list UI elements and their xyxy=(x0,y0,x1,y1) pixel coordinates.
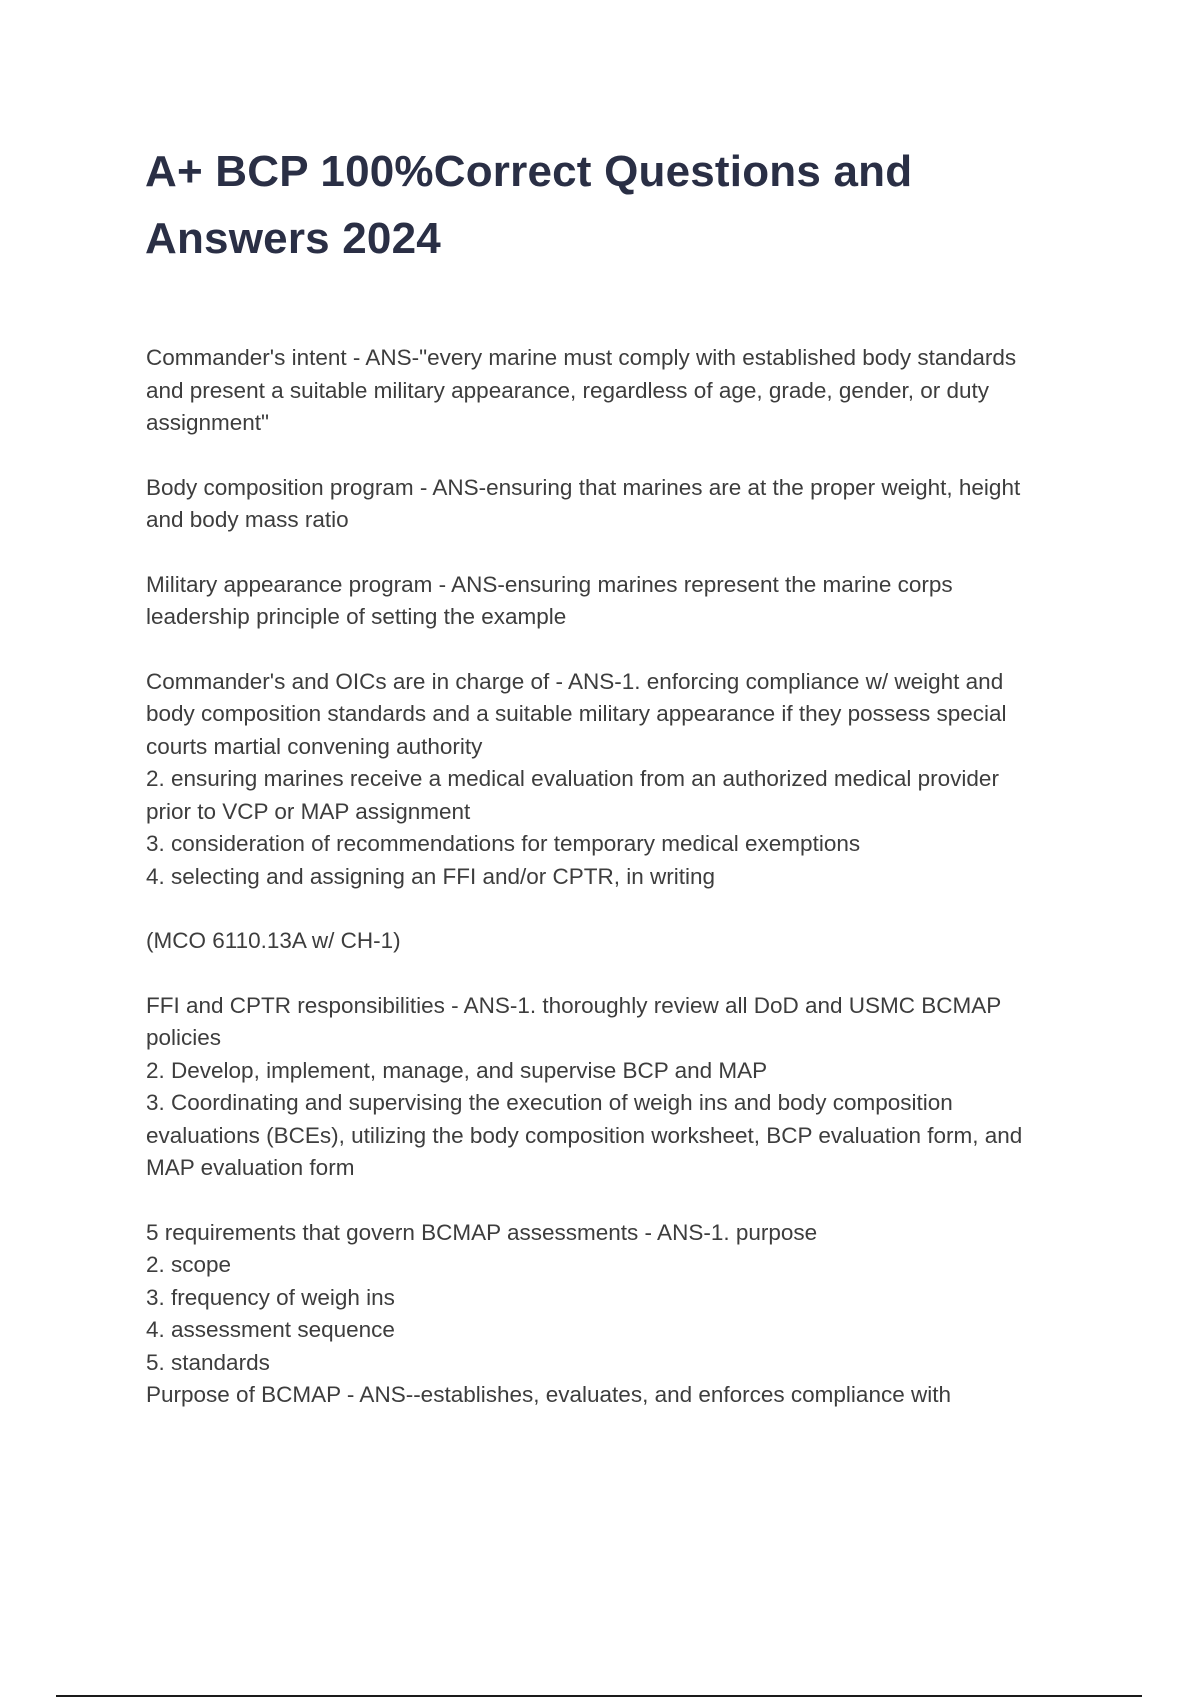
qa-body-composition-program xyxy=(146,472,1096,537)
text-line: 3. frequency of weigh ins xyxy=(146,1284,395,1310)
text-line: policies xyxy=(146,1025,222,1050)
text-line: leadership principle of setting the example xyxy=(146,604,567,629)
qa-commanders-oics-responsibilities xyxy=(146,666,1096,894)
text-line: 3. Coordinating and supervising the execution of weigh ins and body composition xyxy=(146,1090,953,1115)
text-line: 3. consideration of recommendations for temporary medical exemptions xyxy=(146,831,861,856)
text-line: evaluations (BCEs), utilizing the body composition worksheet, BCP evaluation form, and xyxy=(146,1122,1023,1148)
page-title: A+ BCP 100%Correct Questions and Answers 2024 xyxy=(145,147,913,263)
text-line: 2. ensuring marines receive a medical evaluation from an authorized medical provider xyxy=(146,766,999,791)
text-line: FFI and CPTR responsibilities - ANS-1. thoroughly review all DoD and USMC BCMAP xyxy=(146,992,1002,1018)
text-line: Commander's and OICs are in charge of - ANS-1. enforcing compliance w/ weight and xyxy=(146,668,1004,694)
text-line: courts martial convening authority xyxy=(146,733,483,759)
text-line: 5 requirements that govern BCMAP assessments - ANS-1. purpose xyxy=(146,1219,818,1245)
qa-commanders-intent xyxy=(146,342,1096,440)
text-line: assignment" xyxy=(146,410,270,435)
text-line: and body mass ratio xyxy=(146,507,349,532)
text-line: Commander's intent - ANS-"every marine must comply with established body standards xyxy=(146,345,1017,370)
text-line: Military appearance program - ANS-ensuring marines represent the marine corps xyxy=(146,571,953,597)
text-line: 5. standards xyxy=(146,1349,270,1375)
text-line: Body composition program - ANS-ensuring that marines are at the proper weight, height xyxy=(146,474,1021,500)
footer-divider xyxy=(56,1695,1142,1697)
text-line: MAP evaluation form xyxy=(146,1155,355,1180)
qa-military-appearance-program xyxy=(146,569,1096,634)
qa-ffi-cptr-responsibilities xyxy=(146,990,1096,1185)
text-line: and present a suitable military appearance, regardless of age, grade, gender, or duty xyxy=(146,377,990,403)
qa-reference-note xyxy=(146,925,1096,958)
text-line: 2. scope xyxy=(146,1252,232,1277)
text-line: prior to VCP or MAP assignment xyxy=(146,798,471,824)
text-line: 4. assessment sequence xyxy=(146,1317,395,1342)
text-line: 2. Develop, implement, manage, and supervise BCP and MAP xyxy=(146,1057,768,1083)
qa-purpose-of-bcmap xyxy=(146,1379,1096,1412)
qa-list xyxy=(146,342,1096,1412)
qa-bcmap-requirements xyxy=(146,1217,1096,1380)
text-line: Purpose of BCMAP - ANS--establishes, evaluates, and enforces compliance with xyxy=(146,1382,951,1407)
text-line: 4. selecting and assigning an FFI and/or CPTR, in writing xyxy=(146,863,716,889)
text-line: body composition standards and a suitable military appearance if they possess special xyxy=(146,701,1007,726)
text-line: (MCO 6110.13A w/ CH-1) xyxy=(146,928,401,953)
